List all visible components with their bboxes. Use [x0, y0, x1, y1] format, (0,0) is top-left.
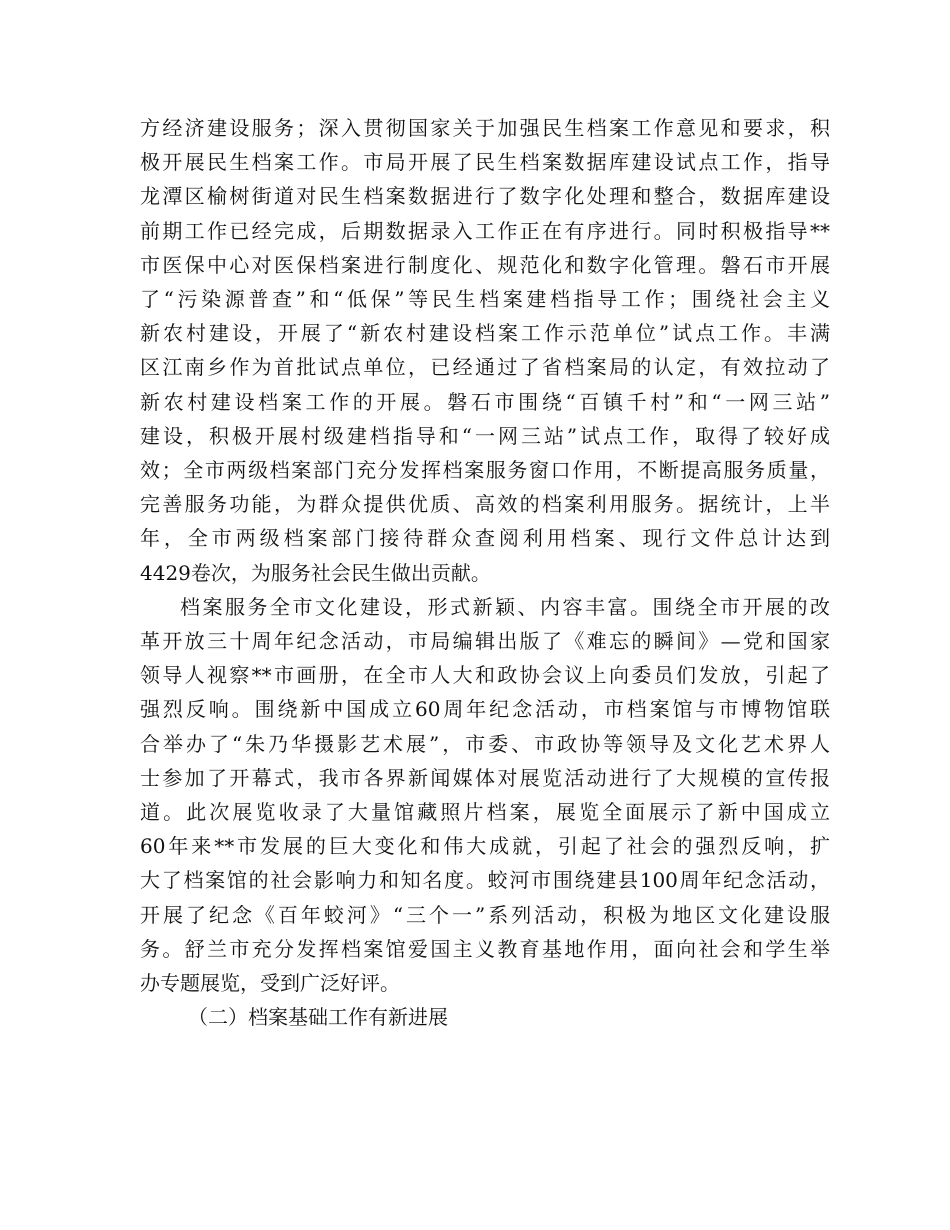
text-line: 区江南乡作为首批试点单位，已经通过了省档案局的认定，有效拉动了 [140, 355, 830, 379]
text-line: 4429卷次，为服务社会民生做出贡献。 [140, 561, 491, 585]
text-line: 年，全市两级档案部门接待群众查阅利用档案、现行文件总计达到 [140, 526, 830, 550]
text-line: 市医保中心对医保档案进行制度化、规范化和数字化管理。磐石市开展 [140, 253, 830, 277]
text-line: 了“污染源普查”和“低保”等民生档案建档指导工作；围绕社会主义 [140, 287, 830, 311]
text-line: 办专题展览，受到广泛好评。 [140, 971, 400, 995]
text-line: 60年来**市发展的巨大变化和伟大成就，引起了社会的强烈反响，扩 [140, 834, 830, 858]
text-line: 建设，积极开展村级建档指导和“一网三站”试点工作，取得了较好成 [140, 424, 830, 448]
text-line: 前期工作已经完成，后期数据录入工作正在有序进行。同时积极指导** [140, 219, 830, 243]
text-line: 档案服务全市文化建设，形式新颖、内容丰富。围绕全市开展的改 [180, 595, 830, 619]
text-line: 道。此次展览收录了大量馆藏照片档案，展览全面展示了新中国成立 [140, 800, 830, 824]
section-heading: （二）档案基础工作有新进展 [188, 1005, 448, 1029]
text-line: 新农村建设，开展了“新农村建设档案工作示范单位”试点工作。丰满 [140, 321, 830, 345]
text-line: 领导人视察**市画册，在全市人大和政协会议上向委员们发放，引起了 [140, 663, 830, 687]
text-line: 龙潭区榆树街道对民生档案数据进行了数字化处理和整合，数据库建设 [140, 184, 830, 208]
text-line: 士参加了开幕式，我市各界新闻媒体对展览活动进行了大规模的宣传报 [140, 766, 830, 790]
text-line: 完善服务功能，为群众提供优质、高效的档案利用服务。据统计，上半 [140, 492, 830, 516]
text-line: 革开放三十周年纪念活动，市局编辑出版了《难忘的瞬间》—党和国家 [140, 629, 830, 653]
text-line: 新农村建设档案工作的开展。磐石市围绕“百镇千村”和“一网三站” [140, 390, 830, 414]
text-line: 方经济建设服务；深入贯彻国家关于加强民生档案工作意见和要求，积 [140, 116, 830, 140]
text-line: 合举办了“朱乃华摄影艺术展”，市委、市政协等领导及文化艺术界人 [140, 732, 830, 756]
text-line: 效；全市两级档案部门充分发挥档案服务窗口作用，不断提高服务质量， [140, 458, 830, 482]
text-line: 务。舒兰市充分发挥档案馆爱国主义教育基地作用，面向社会和学生举 [140, 937, 830, 961]
text-line: 开展了纪念《百年蛟河》“三个一”系列活动，积极为地区文化建设服 [140, 903, 830, 927]
text-line: 强烈反响。围绕新中国成立60周年纪念活动，市档案馆与市博物馆联 [140, 697, 830, 721]
text-line: 极开展民生档案工作。市局开展了民生档案数据库建设试点工作，指导 [140, 150, 830, 174]
text-line: 大了档案馆的社会影响力和知名度。蛟河市围绕建县100周年纪念活动， [140, 868, 830, 892]
